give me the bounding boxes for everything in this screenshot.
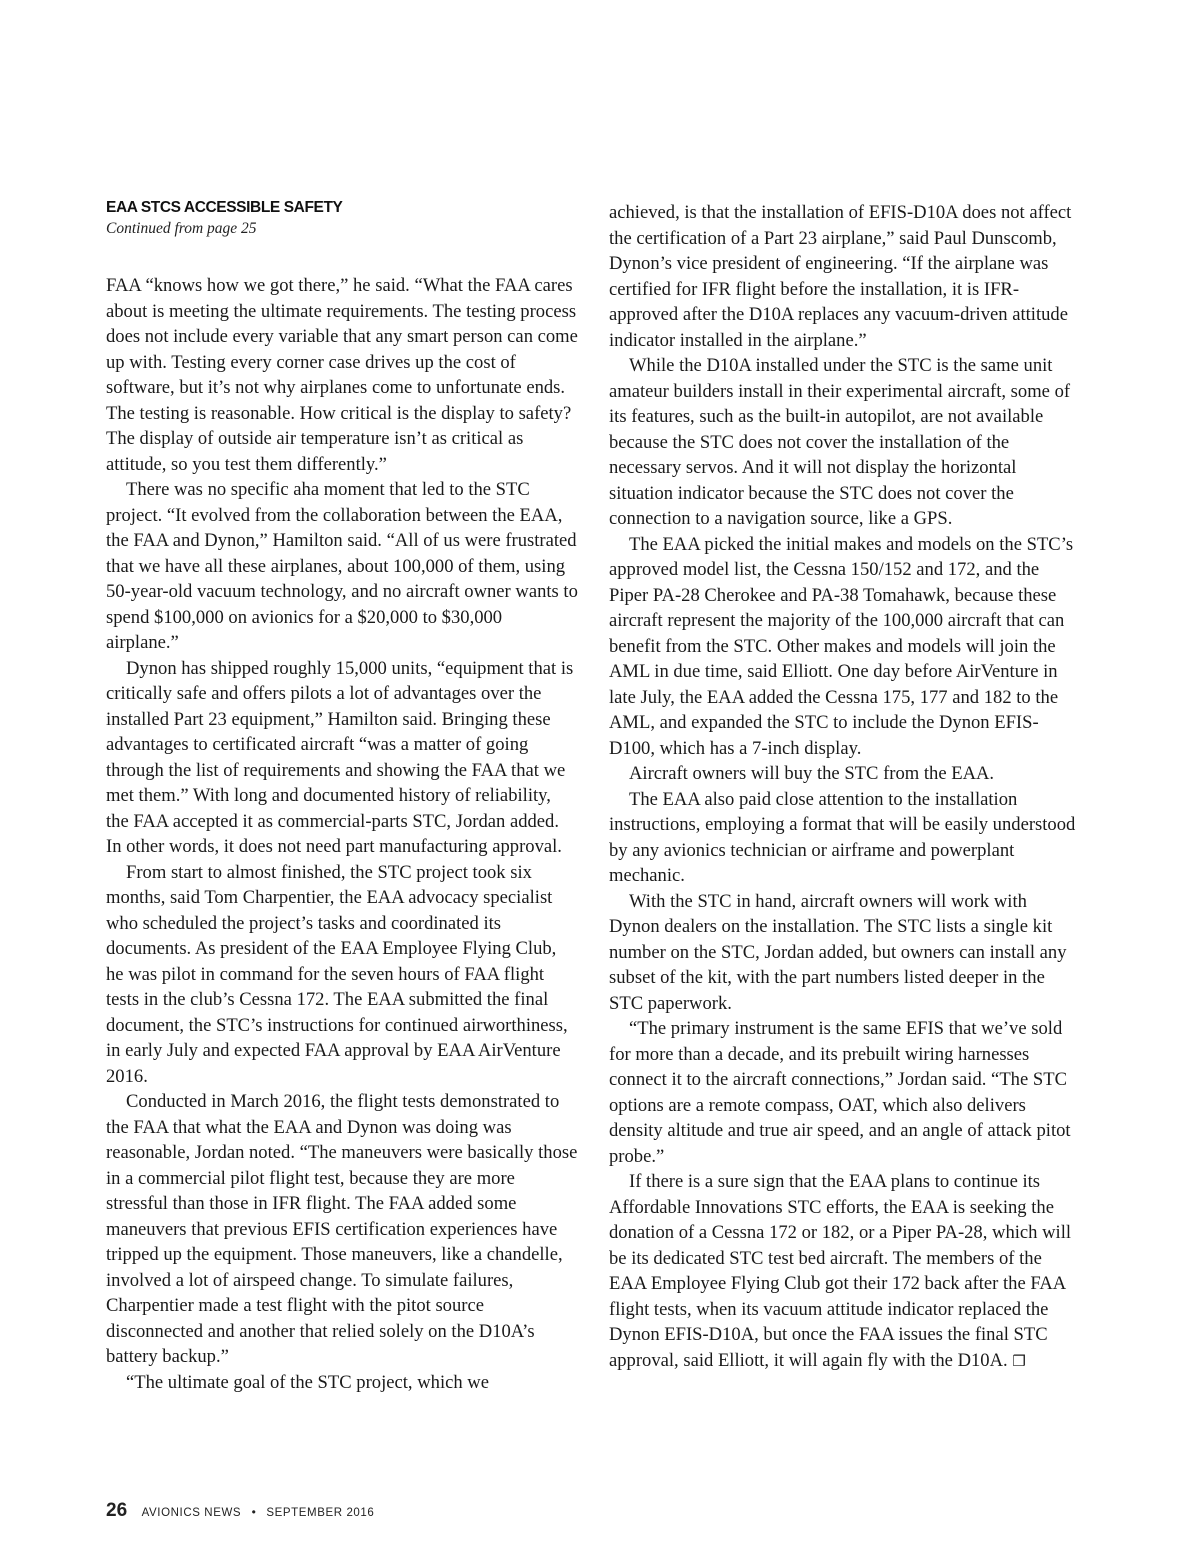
page-number: 26 (106, 1500, 128, 1521)
publication-name: AVIONICS NEWS (141, 1507, 242, 1519)
paragraph: Dynon has shipped roughly 15,000 units, “equipment that is critically safe and offers pilots a lot of advantages over the installed Part 23 equipment,” Hamilton said. Bringing these advantages to certificated aircraft “was a matter of going through the list of requirements and showing the FAA that we met them.” With long and documented history of reliability, the FAA accepted it as commercial-parts STC, Jordan added. In other words, it does not need part manufacturing approval. (106, 657, 574, 857)
footer-separator: • (251, 1505, 256, 1519)
paragraph: “The primary instrument is the same EFIS that we’ve sold for more than a decade, and its prebuilt wiring harnesses connect it to the aircraft connections,” Jordan said. “The STC options are a remote compass, OAT, which also delivers density altitude and true air speed, and an angle of attack pitot probe.” (609, 1018, 1071, 1167)
paragraph: From start to almost finished, the STC project took six months, said Tom Charpentier, the EAA advocacy specialist who scheduled the project’s tasks and coordinated its documents. As president of the EAA Employee Flying Club, he was pilot in command for the seven hours of FAA flight tests in the club’s Cessna 172. The EAA submitted the final document, the STC’s instructions for continued airworthiness, in early July and expected FAA approval by EAA AirVenture 2016. (106, 861, 568, 1087)
paragraph: Aircraft owners will buy the STC from the EAA. (629, 763, 995, 784)
paragraph: There was no specific aha moment that led to the STC project. “It evolved from the collaboration between the EAA, the FAA and Dynon,” Hamilton said. “All of us were frustrated that we have all these airplanes, about 100,000 of them, using 50-year-old vacuum technology, and no aircraft owner wants to spend $100,000 on avionics for a $20,000 to $30,000 airplane.” (106, 479, 578, 653)
paragraph: “The ultimate goal of the STC project, which we (126, 1371, 489, 1393)
paragraph: While the D10A installed under the STC is the same unit amateur builders install in their experimental aircraft, some of its features, such as the built-in autopilot, are not available because the STC does not cover the installation of the necessary servos. And it will not display the horizontal situation indicator because the STC does not cover the connection to a navigation source, like a GPS. (609, 355, 1071, 529)
paragraph-final (609, 1169, 1081, 1374)
paragraph: The EAA also paid close attention to the installation instructions, employing a format that will be easily understood by any avionics technician or airframe and powerplant mechanic. (609, 788, 1076, 886)
page-footer (106, 1500, 374, 1522)
section-kicker: EAA STCS ACCESSIBLE SAFETY (106, 199, 343, 216)
paragraph-text: If there is a sure sign that the EAA plans to continue its Affordable Innovations STC efforts, the EAA is seeking the donation of a Cessna 172 or 182, or a Piper PA-28, which will be its dedicated STC test bed aircraft. The members of the EAA Employee Flying Club got their 172 back after the FAA flight tests, when its vacuum attitude indicator replaced the Dynon EFIS-D10A, but once the FAA issues the final STC approval, said Elliott, it will again fly with the D10A. (609, 1171, 1072, 1371)
continued-note: Continued from page 25 (106, 220, 257, 237)
paragraph: With the STC in hand, aircraft owners will work with Dynon dealers on the installation. The STC lists a single kit number on the STC, Jordan added, but owners can install any subset of the kit, with the part numbers listed deeper in the STC paperwork. (609, 890, 1067, 1014)
paragraph: FAA “knows how we got there,” he said. “What the FAA cares about is meeting the ultimate requirements. The testing process does not include every variable that any smart person can come up with. Testing every corner case drives up the cost of software, but it’s not why airplanes come to unfortunate ends. The testing is reasonable. How critical is the display to safety? The display of outside air temperature isn’t as critical as attitude, so you test them differently.” (106, 275, 578, 475)
paragraph: achieved, is that the installation of EFIS-D10A does not affect the certification of a Part 23 airplane,” said Paul Dunscomb, Dynon’s vice president of engineering. “If the airplane was certified for IFR flight before the installation, it is IFR-approved after the D10A replaces any vacuum-driven attitude indicator installed in the airplane.” (609, 202, 1072, 351)
left-column (106, 273, 578, 1395)
paragraph: Conducted in March 2016, the flight tests demonstrated to the FAA that what the EAA and Dynon was doing was reasonable, Jordan noted. “The maneuvers were basically those in a commercial pilot flight test, because they are more stressful than those in IFR flight. The FAA added some maneuvers that previous EFIS certification experiences have tripped up the equipment. Those maneuvers, like a chandelle, involved a lot of airspeed change. To simulate failures, Charpentier made a test flight with the pitot source disconnected and another that relied solely on the D10A’s battery backup.” (106, 1091, 578, 1367)
issue-date: SEPTEMBER 2016 (266, 1507, 375, 1519)
right-column (609, 200, 1081, 1374)
paragraph: The EAA picked the initial makes and models on the STC’s approved model list, the Cessna 150/152 and 172, and the Piper PA-28 Cherokee and PA-38 Tomahawk, because these aircraft represent the majority of the 100,000 aircraft that can benefit from the STC. Other makes and models will join the AML in due time, said Elliott. One day before AirVenture in late July, the EAA added the Cessna 175, 177 and 182 to the AML, and expanded the STC to include the Dynon EFIS-D100, which has a 7-inch display. (609, 533, 1074, 759)
end-mark-icon: ❒ (1012, 1351, 1026, 1370)
